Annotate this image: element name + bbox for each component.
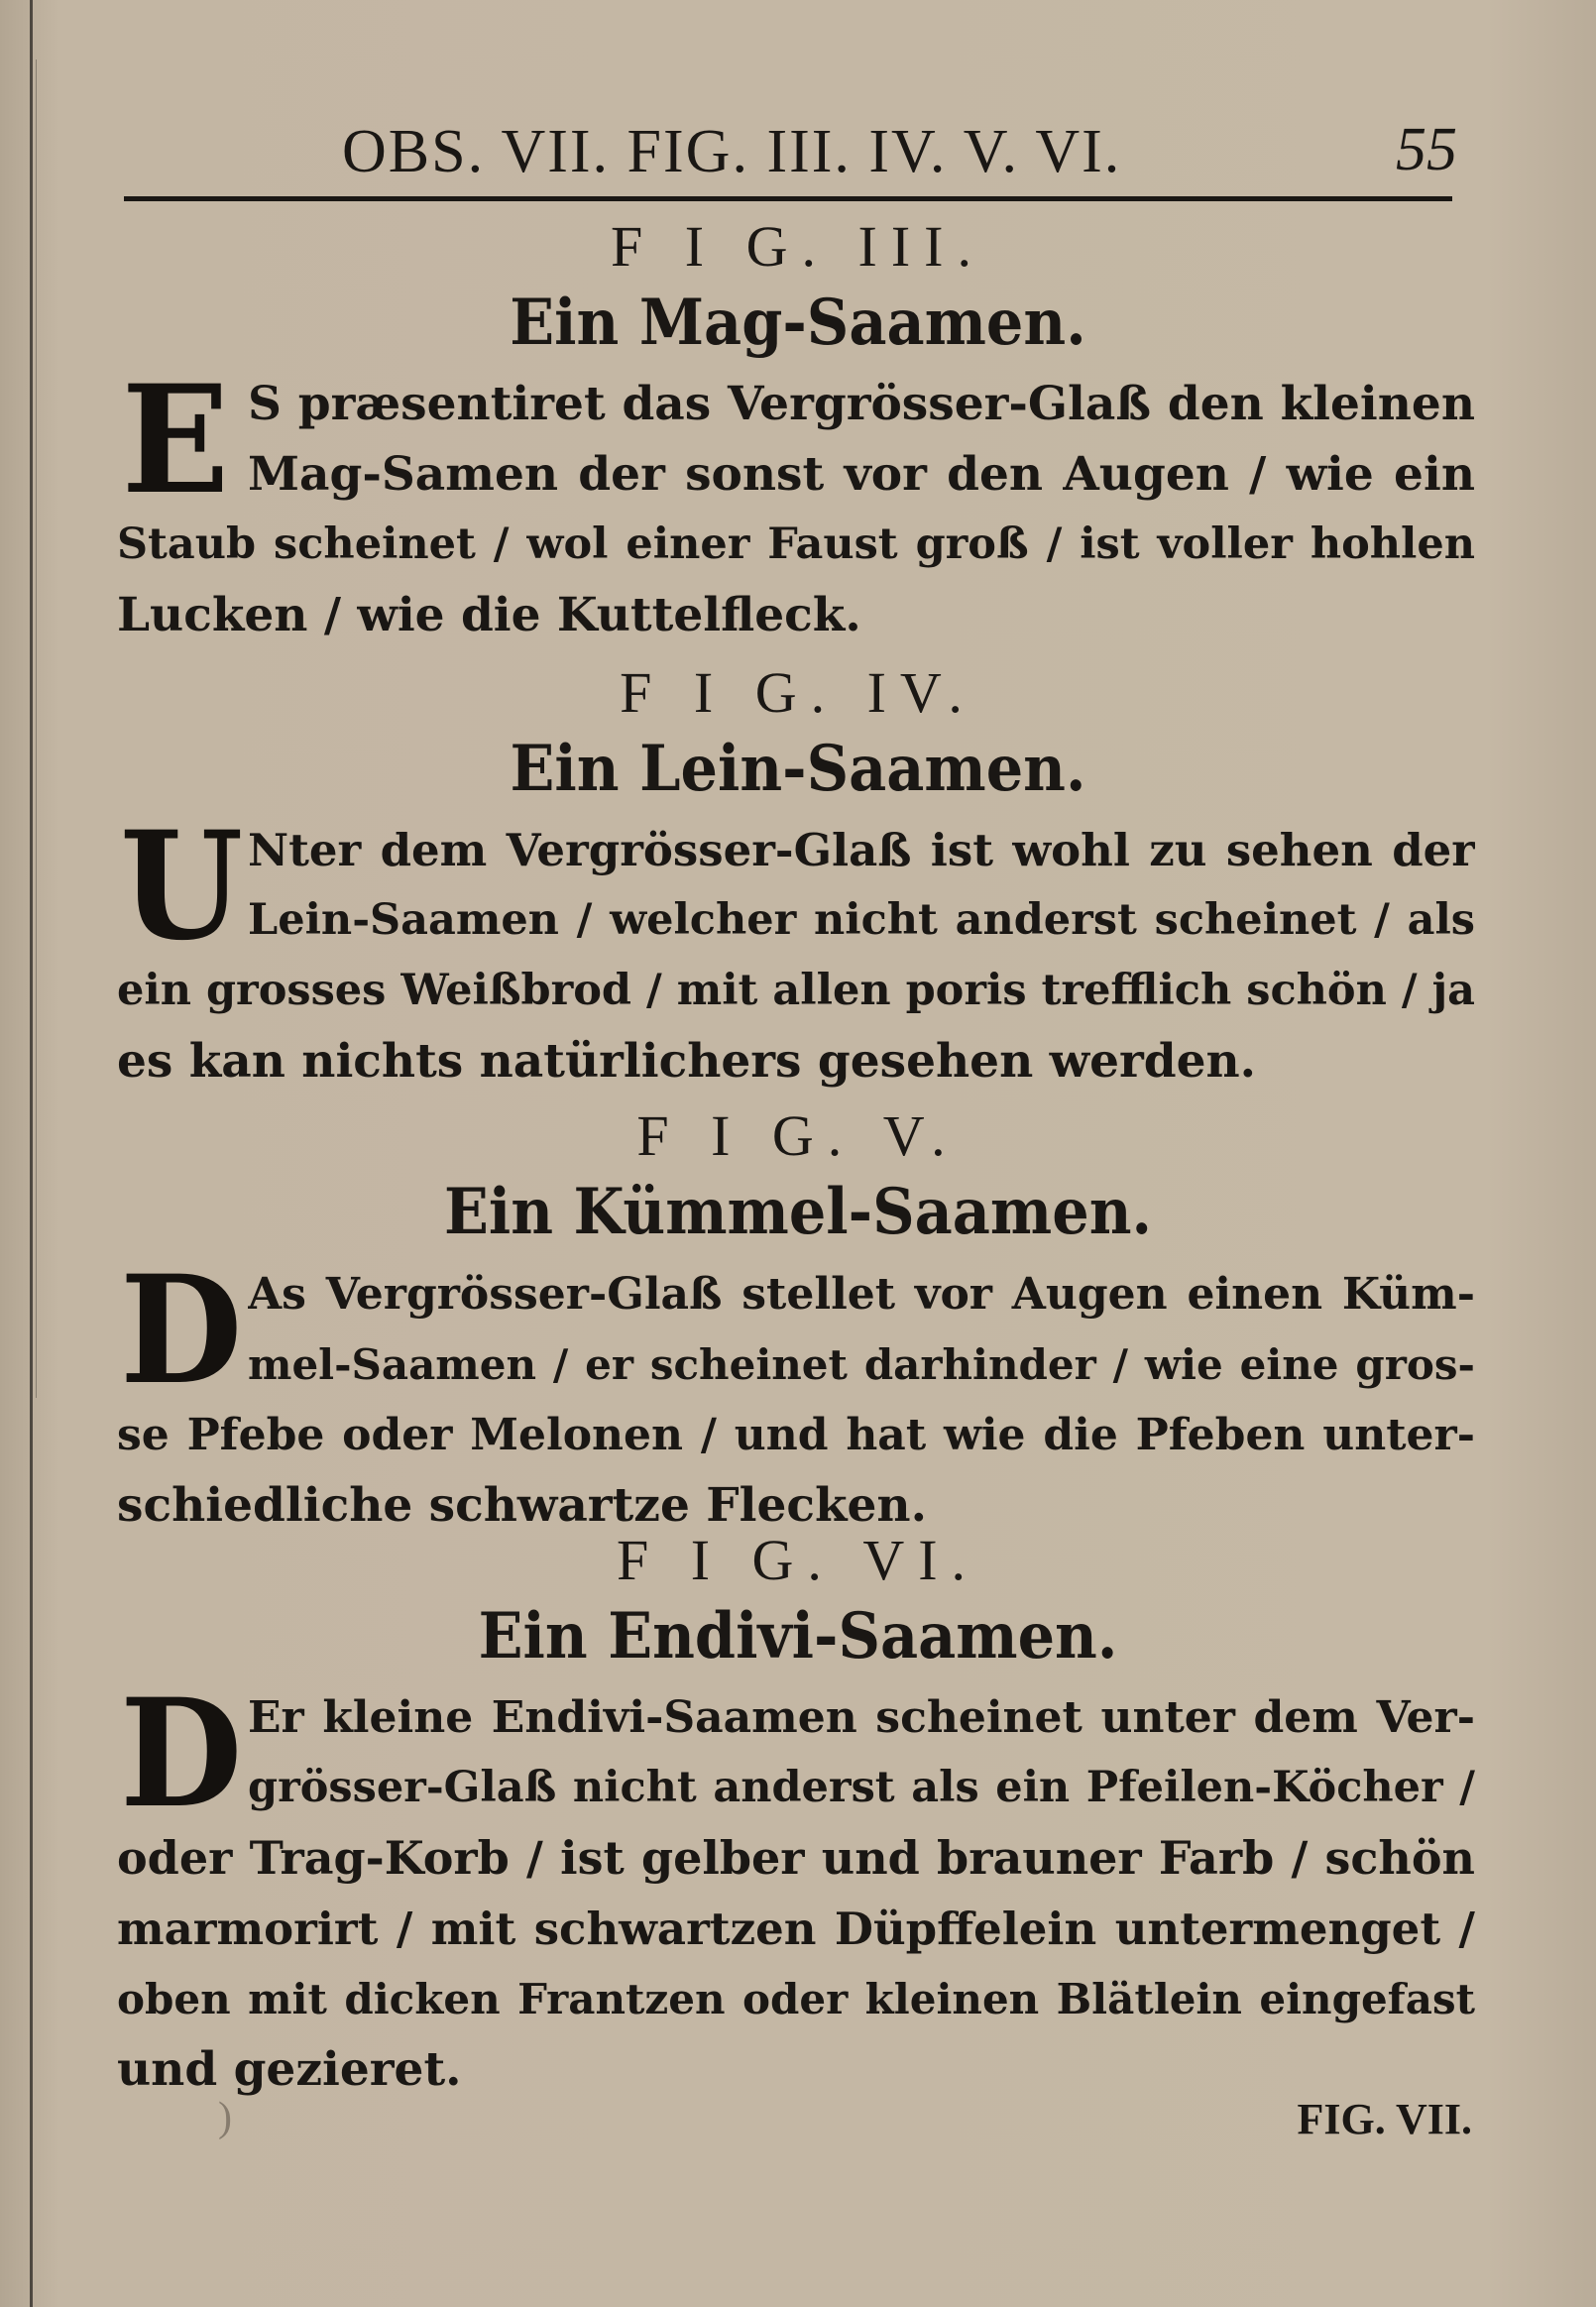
drop-cap: U xyxy=(119,799,244,974)
fig-label-4: F I G. IV. xyxy=(620,660,976,725)
catchword: FIG. VII. xyxy=(1297,2095,1472,2143)
section-heading-3: Ein Mag-Saamen. xyxy=(510,286,1086,360)
fig-label-5: F I G. V. xyxy=(636,1103,960,1168)
text-line: S præsentiret das Vergrösser-Glaß den kleinen xyxy=(248,377,1475,431)
drop-cap: D xyxy=(119,1243,243,1418)
section-paragraph-4 xyxy=(117,799,1475,1096)
section-heading-4: Ein Lein-Saamen. xyxy=(510,732,1086,806)
fig-label-3: F I G. III. xyxy=(611,214,985,279)
text-line: mel-Saamen / er scheinet darhinder / wie eine gros- xyxy=(248,1340,1475,1389)
text-line: se Pfebe oder Melonen / und hat wie die Pfeben unter- xyxy=(117,1410,1475,1460)
drop-cap: E xyxy=(121,353,230,527)
text-line: Lein-Saamen / welcher nicht anderst scheinet / als xyxy=(248,895,1475,945)
text-line: grösser-Glaß nicht anderst als ein Pfeilen-Köcher / xyxy=(248,1763,1475,1812)
text-line: ein grosses Weißbrod / mit allen poris trefflich schön / ja xyxy=(117,966,1475,1015)
text-line: schiedliche schwartze Flecken. xyxy=(117,1478,927,1533)
section-paragraph-5 xyxy=(117,1243,1475,1541)
text-line: Mag-Samen der sonst vor den Augen / wie ein xyxy=(248,447,1475,502)
text-line: Nter dem Vergrösser-Glaß ist wohl zu sehen der xyxy=(248,824,1475,876)
text-line: Er kleine Endivi-Saamen scheinet unter dem Ver- xyxy=(248,1692,1475,1743)
page-number: 55 xyxy=(1396,116,1457,183)
text-line: marmorirt / mit schwartzen Düpffelein untermenget / xyxy=(117,1903,1475,1955)
text-line: es kan nichts natürlichers gesehen werden. xyxy=(117,1034,1257,1089)
section-paragraph-6 xyxy=(117,1667,1475,2105)
section-heading-6: Ein Endivi-Saamen. xyxy=(478,1599,1118,1673)
section-paragraph-3 xyxy=(117,353,1475,650)
running-header xyxy=(129,117,1457,196)
text-line: oben mit dicken Frantzen oder kleinen Blätlein eingefast xyxy=(117,1975,1475,2023)
text-line: oder Trag-Korb / ist gelber und brauner Farb / schön xyxy=(117,1831,1475,1885)
text-line: Staub scheinet / wol einer Faust groß / ist voller hohlen xyxy=(117,519,1475,569)
drop-cap: D xyxy=(119,1667,243,1841)
text-line: As Vergrösser-Glaß stellet vor Augen einen Küm- xyxy=(248,1269,1475,1320)
signature-mark: ) xyxy=(218,2095,232,2140)
text-line: und gezieret. xyxy=(117,2042,462,2097)
running-header-title: OBS. VII. FIG. III. IV. V. VI. xyxy=(342,118,1122,185)
fig-label-6: F I G. VI. xyxy=(616,1528,980,1592)
section-heading-5: Ein Kümmel-Saamen. xyxy=(443,1175,1153,1249)
text-line: Lucken / wie die Kuttelfleck. xyxy=(117,588,861,642)
header-rule xyxy=(124,196,1452,201)
